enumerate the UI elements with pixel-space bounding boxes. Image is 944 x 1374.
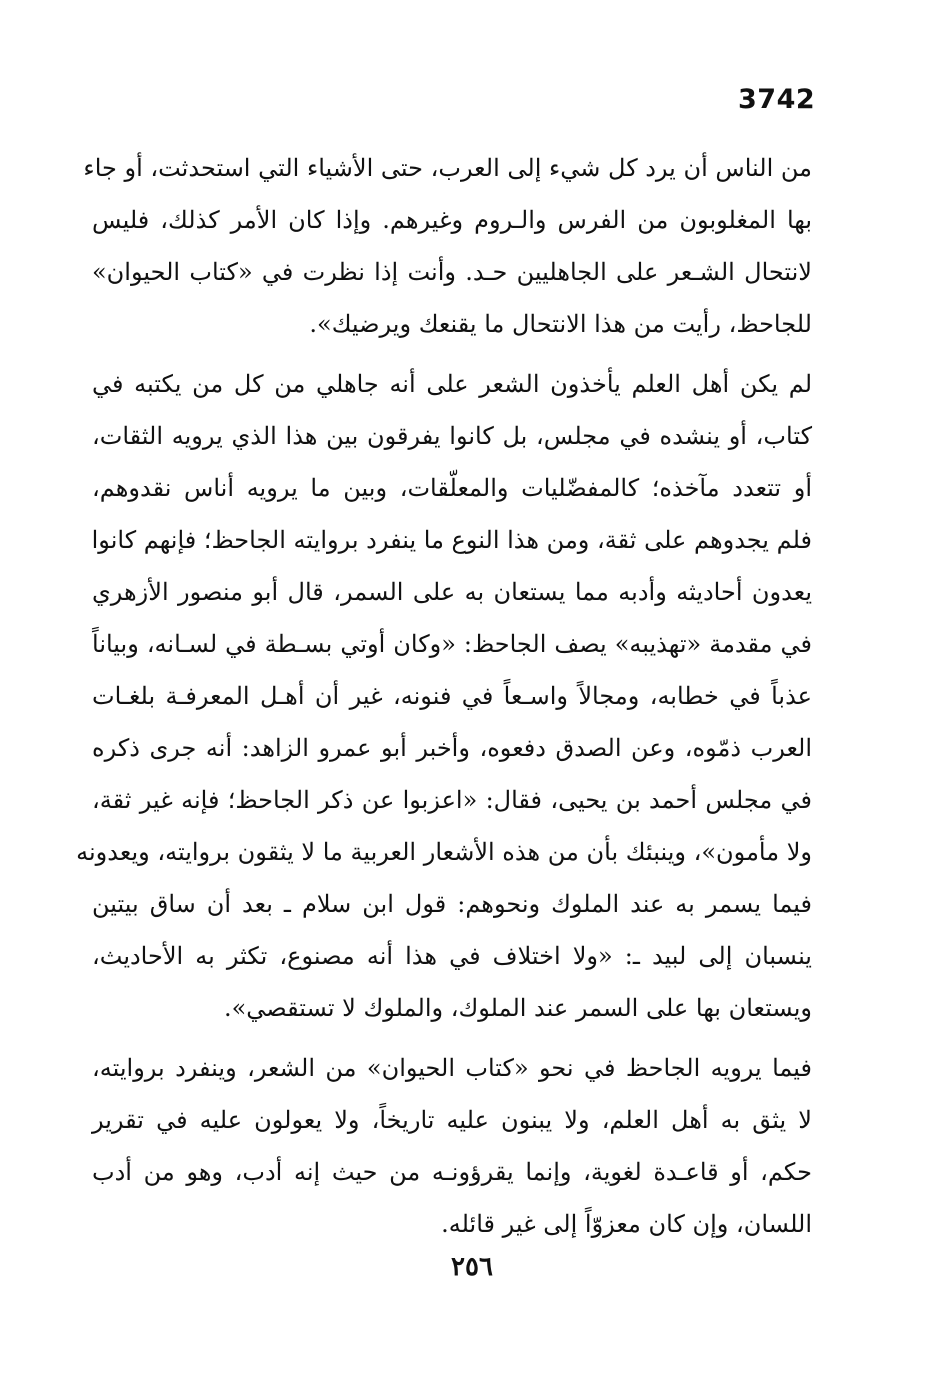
text-line: حكم، أو قاعـدة لغوية، وإنما يقرؤونـه من حيث إنه أدب، وهو من أدب	[92, 1158, 812, 1186]
text-line: للجاحظ، رأيت من هذا الانتحال ما يقنعك ويرضيك».	[309, 310, 812, 338]
text-line: لم يكن أهل العلم يأخذون الشعر على أنه جاهلي من كل من يكتبه في	[92, 370, 812, 398]
text-line: فلم يجدوهم على ثقة، ومن هذا النوع ما ينفرد بروايته الجاحظ؛ فإنهم كانوا	[91, 526, 812, 554]
paragraph-2	[76, 358, 813, 1034]
page-number-top: 3742	[738, 84, 816, 115]
text-line: ينسبان إلى لبيد ـ: «ولا اختلاف في هذا أنه مصنوع، تكثر به الأحاديث،	[92, 942, 812, 970]
text-line: في مجلس أحمد بن يحيى، فقال: «اعزبوا عن ذكر الجاحظ؛ فإنه غير ثقة،	[92, 786, 812, 814]
page-body	[76, 142, 813, 1250]
text-line: بها المغلوبون من الفرس والـروم وغيرهم. وإذا كان الأمر كذلك، فليس	[92, 206, 812, 234]
text-line: فيما يسمر به عند الملوك ونحوهم: قول ابن سلام ـ بعد أن ساق بيتين	[92, 890, 812, 918]
paragraph-1	[83, 142, 812, 350]
text-line: لا يثق به أهل العلم، ولا يبنون عليه تاريخاً، ولا يعولون عليه في تقرير	[92, 1106, 812, 1134]
text-line: عذباً في خطابه، ومجالاً واسـعاً في فنونه، غير أن أهـل المعرفـة بلغـات	[92, 682, 812, 710]
paragraph-3	[92, 1042, 812, 1250]
text-line: ولا مأمون»، وينبئك بأن من هذه الأشعار العربية ما لا يثقون بروايته، ويعدونه	[76, 838, 812, 866]
text-line: يعدون أحاديثه وأدبه مما يستعان به على السمر، قال أبو منصور الأزهري	[92, 578, 812, 606]
text-line: ويستعان بها على السمر عند الملوك، والملوك لا تستقصي».	[223, 994, 812, 1022]
text-line: أو تتعدد مآخذه؛ كالمفضّليات والمعلّقات، وبين ما يرويه أناس نقدوهم،	[92, 474, 812, 502]
text-line: لانتحال الشـعر على الجاهليين حـد. وأنت إذا نظرت في «كتاب الحيوان»	[92, 258, 812, 286]
text-line: من الناس أن يرد كل شيء إلى العرب، حتى الأشياء التي استحدثت، أو جاء	[83, 154, 812, 182]
page-number-bottom: ٢٥٦	[451, 1252, 493, 1282]
text-line: في مقدمة «تهذيبه» يصف الجاحظ: «وكان أوتي بسـطة في لسـانه، وبياناً	[92, 630, 812, 658]
text-line: كتاب، أو ينشده في مجلس، بل كانوا يفرقون بين هذا الذي يرويه الثقات،	[92, 422, 812, 450]
text-line: فيما يرويه الجاحظ في نحو «كتاب الحيوان» من الشعر، وينفرد بروايته،	[92, 1054, 812, 1082]
text-line: العرب ذمّوه، وعن الصدق دفعوه، وأخبر أبو عمرو الزاهد: أنه جرى ذكره	[92, 734, 813, 762]
text-line: اللسان، وإن كان معزوّاً إلى غير قائله.	[441, 1210, 812, 1238]
